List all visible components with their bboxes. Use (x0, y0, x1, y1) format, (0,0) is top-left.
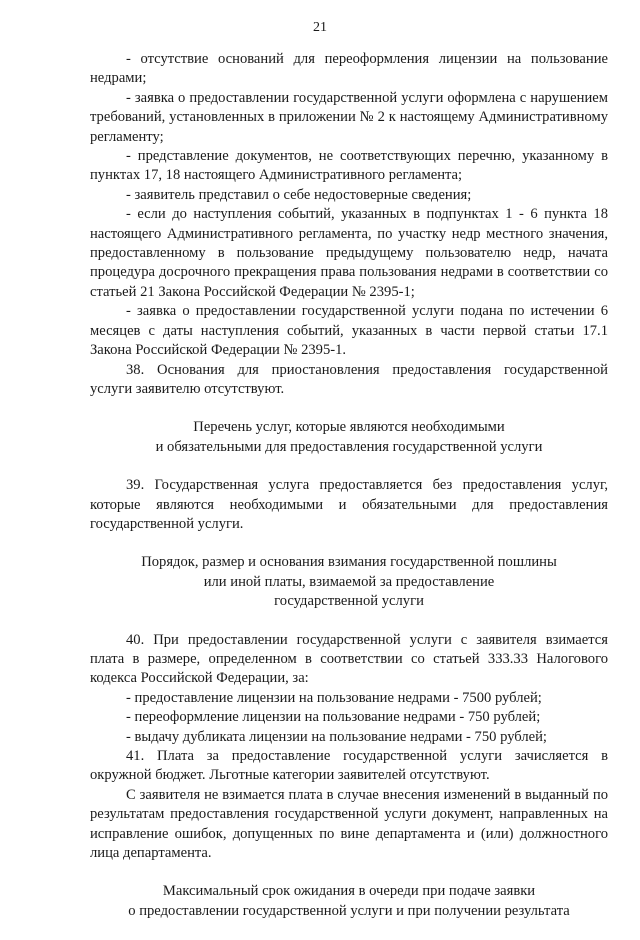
document-body (90, 50, 608, 940)
list-item: - заявка о предоставлении государственной услуги подана по истечении 6 месяцев с даты наступления событий, указанных в части первой статьи 17.1 Закона Российской Федерации № 2395-1. (90, 303, 608, 359)
section-heading-services-list (90, 418, 608, 457)
paragraph-38: 38. Основания для приостановления предоставления государственной услуги заявителю отсутствуют. (90, 361, 608, 397)
list-item: - представление документов, не соответствующих перечню, указанному в пунктах 17, 18 настоящего Административного регламента; (90, 148, 608, 184)
paragraph-no-fee: С заявителя не взимается плата в случае внесения изменений в выданный по результатам предоставления государственной услуги документ, направленных на исправление ошибок, допущенных по вине департамента и (или) должностного лица департамента. (90, 786, 608, 862)
paragraph-40: 40. При предоставлении государственной услуги с заявителя взимается плата в размере, определенном в соответствии со статьей 333.33 Налогового кодекса Российской Федерации, за: (90, 631, 608, 687)
list-item: - заявка о предоставлении государственной услуги оформлена с нарушением требований, установленных в приложении № 2 к настоящему Административному регламенту; (90, 89, 608, 145)
list-item: - предоставление лицензии на пользование недрами - 7500 рублей; (126, 689, 542, 706)
heading-line: Максимальный срок ожидания в очереди при подаче заявки (162, 883, 536, 900)
paragraph-41: 41. Плата за предоставление государственной услуги зачисляется в окружной бюджет. Льготные категории заявителей отсутствуют. (90, 748, 608, 784)
heading-line: государственной услуги (274, 593, 424, 610)
heading-line: или иной платы, взимаемой за предоставление (203, 573, 495, 590)
section-heading-fee (90, 553, 608, 611)
page-number: 21 (313, 20, 327, 35)
heading-line: о предоставлении государственной услуги и при получении результата (128, 902, 570, 919)
list-item: - переоформление лицензии на пользование недрами - 750 рублей; (126, 709, 541, 726)
list-item: - отсутствие оснований для переоформления лицензии на пользование недрами; (90, 51, 608, 87)
list-item: - заявитель представил о себе недостоверные сведения; (126, 186, 472, 203)
heading-line: и обязательными для предоставления государственной услуги (155, 438, 543, 455)
paragraph-39: 39. Государственная услуга предоставляется без предоставления услуг, которые являются необходимыми и обязательными для предоставления государственной услуги. (90, 477, 608, 532)
heading-line: Перечень услуг, которые являются необходимыми (193, 419, 505, 436)
heading-line: Порядок, размер и основания взимания государственной пошлины (141, 554, 557, 571)
list-item: - если до наступления событий, указанных в подпунктах 1 - 6 пункта 18 настоящего Административного регламента, по участку недр местного значения, предоставленному в пользование предыдущему пользователю недр, начата процедура досрочного прекращения права пользования недрами в соответствии со статьей 21 Закона Российской Федерации № 2395-1; (90, 206, 608, 300)
list-item: - выдачу дубликата лицензии на пользование недрами - 750 рублей; (126, 728, 547, 745)
section-heading-queue-time (90, 882, 608, 921)
